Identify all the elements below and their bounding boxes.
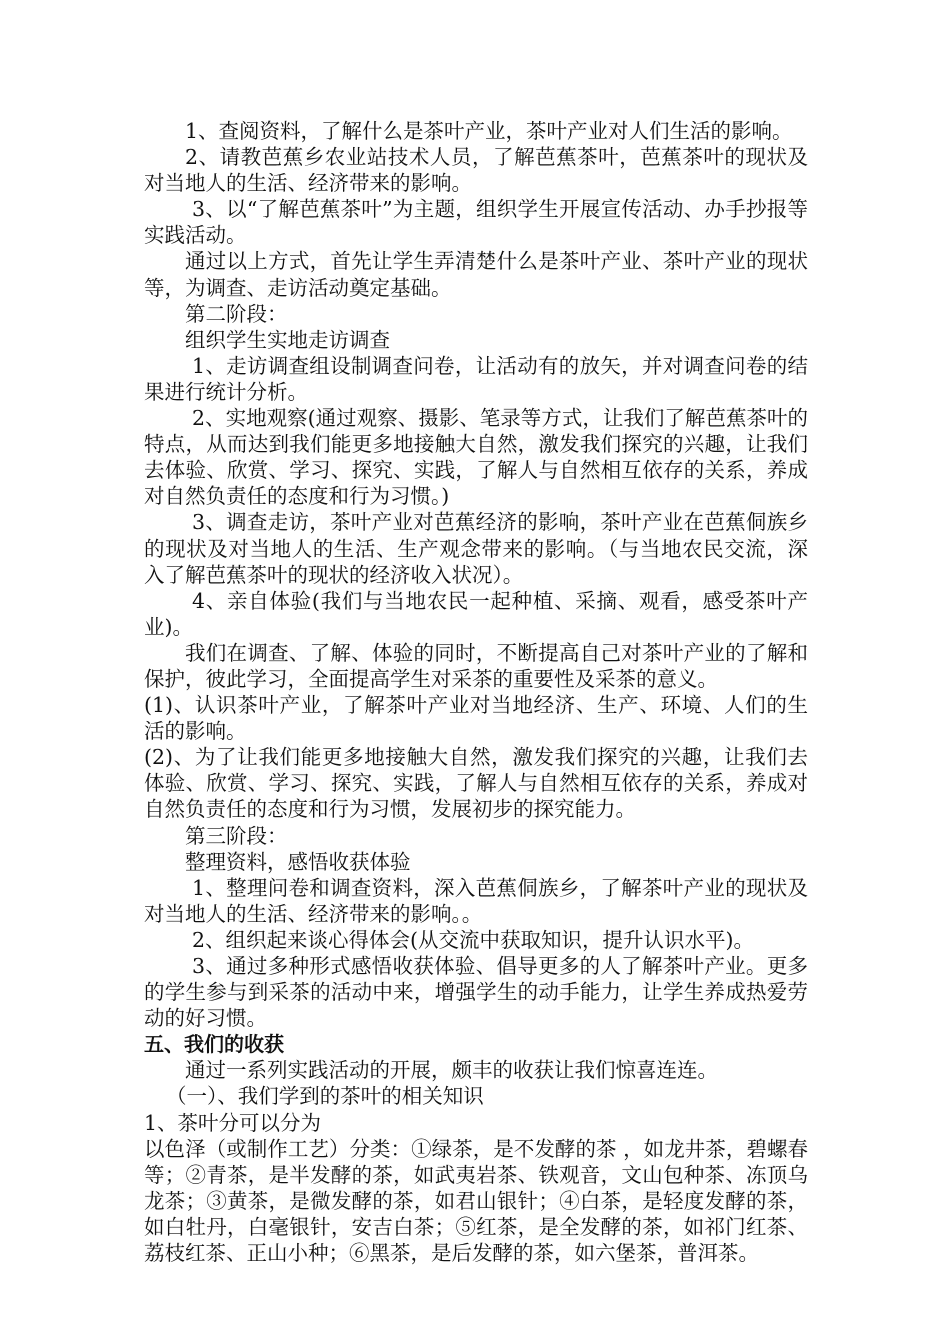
paragraph: 1、茶叶分可以分为 [144,1110,322,1135]
paragraph: 3、调查走访，茶叶产业对芭蕉经济的影响，茶叶产业在芭蕉侗族乡的现状及对当地人的生活、生产观念带来的影响。（与当地农民交流，深入了解芭蕉茶叶的现状的经济收入状况）。 [144,510,808,587]
paragraph: 4、亲自体验(我们与当地农民一起种植、采摘、观看，感受茶叶产业)。 [144,588,808,639]
stage-title: 第二阶段： [185,301,288,326]
paragraph: 通过一系列实践活动的开展，颇丰的收获让我们惊喜连连。 [185,1058,718,1083]
paragraph: 以色泽（或制作工艺）分类：①绿茶，是不发酵的茶 ，如龙井茶，碧螺春等；②青茶，是半发酵的茶，如武夷岩茶、铁观音，文山包种茶、冻顶乌龙茶；③黄茶，是微发酵的茶，如君山银针；④白茶，是轻度发酵的茶，如白牡丹，白毫银针，安吉白茶；⑤红茶，是全发酵的茶，如祁门红茶、荔枝红茶、正山小种；⑥黑茶，是后发酵的茶，如六堡茶，普洱茶。 [144,1136,808,1266]
stage-subtitle: 组织学生实地走访调查 [185,327,390,352]
stage-subtitle: 整理资料，感悟收获体验 [185,849,411,874]
paragraph: (1)、认识茶叶产业，了解茶叶产业对当地经济、生产、环境、人们的生活的影响。 [144,693,808,744]
paragraph: 1、查阅资料，了解什么是茶叶产业，茶叶产业对人们生活的影响。 [185,119,793,143]
section-heading: 五、我们的收获 [144,1032,284,1057]
paragraph: 2、实地观察(通过观察、摄影、笔录等方式，让我们了解芭蕉茶叶的特点，从而达到我们能更多地接触大自然，激发我们探究的兴趣，让我们去体验、欣赏、学习、探究、实践，了解人与自然相互依存的关系，养成对自然负责任的态度和行为习惯。) [144,406,808,509]
paragraph: 我们在调查、了解、体验的同时，不断提高自己对茶叶产业的了解和保护，彼此学习，全面提高学生对采茶的重要性及采茶的意义。 [144,640,808,691]
paragraph: 2、组织起来谈心得体会(从交流中获取知识，提升认识水平)。 [192,927,755,952]
paragraph: 通过以上方式，首先让学生弄清楚什么是茶叶产业、茶叶产业的现状等，为调查、走访活动奠定基础。 [144,249,808,300]
paragraph: 3、通过多种形式感悟收获体验、倡导更多的人了解茶叶产业。更多的学生参与到采茶的活动中来，增强学生的动手能力，让学生养成热爱劳动的好习惯。 [144,954,808,1031]
subsection-heading: （一）、我们学到的茶叶的相关知识 [166,1084,484,1109]
paragraph: 3、以“了解芭蕉茶叶”为主题，组织学生开展宣传活动、办手抄报等实践活动。 [144,197,808,248]
paragraph: 1、走访调查组设制调查问卷，让活动有的放矢，并对调查问卷的结果进行统计分析。 [144,353,808,404]
stage-title: 第三阶段： [185,823,288,848]
document-body [144,118,808,1266]
paragraph: 1、整理问卷和调查资料，深入芭蕉侗族乡，了解茶叶产业的现状及对当地人的生活、经济带来的影响。。 [144,875,808,926]
paragraph: (2)、为了让我们能更多地接触大自然，激发我们探究的兴趣，让我们去体验、欣赏、学习、探究、实践，了解人与自然相互依存的关系，养成对自然负责任的态度和行为习惯，发展初步的探究能力。 [144,745,808,822]
paragraph: 2、请教芭蕉乡农业站技术人员，了解芭蕉茶叶，芭蕉茶叶的现状及对当地人的生活、经济带来的影响。 [144,145,808,196]
